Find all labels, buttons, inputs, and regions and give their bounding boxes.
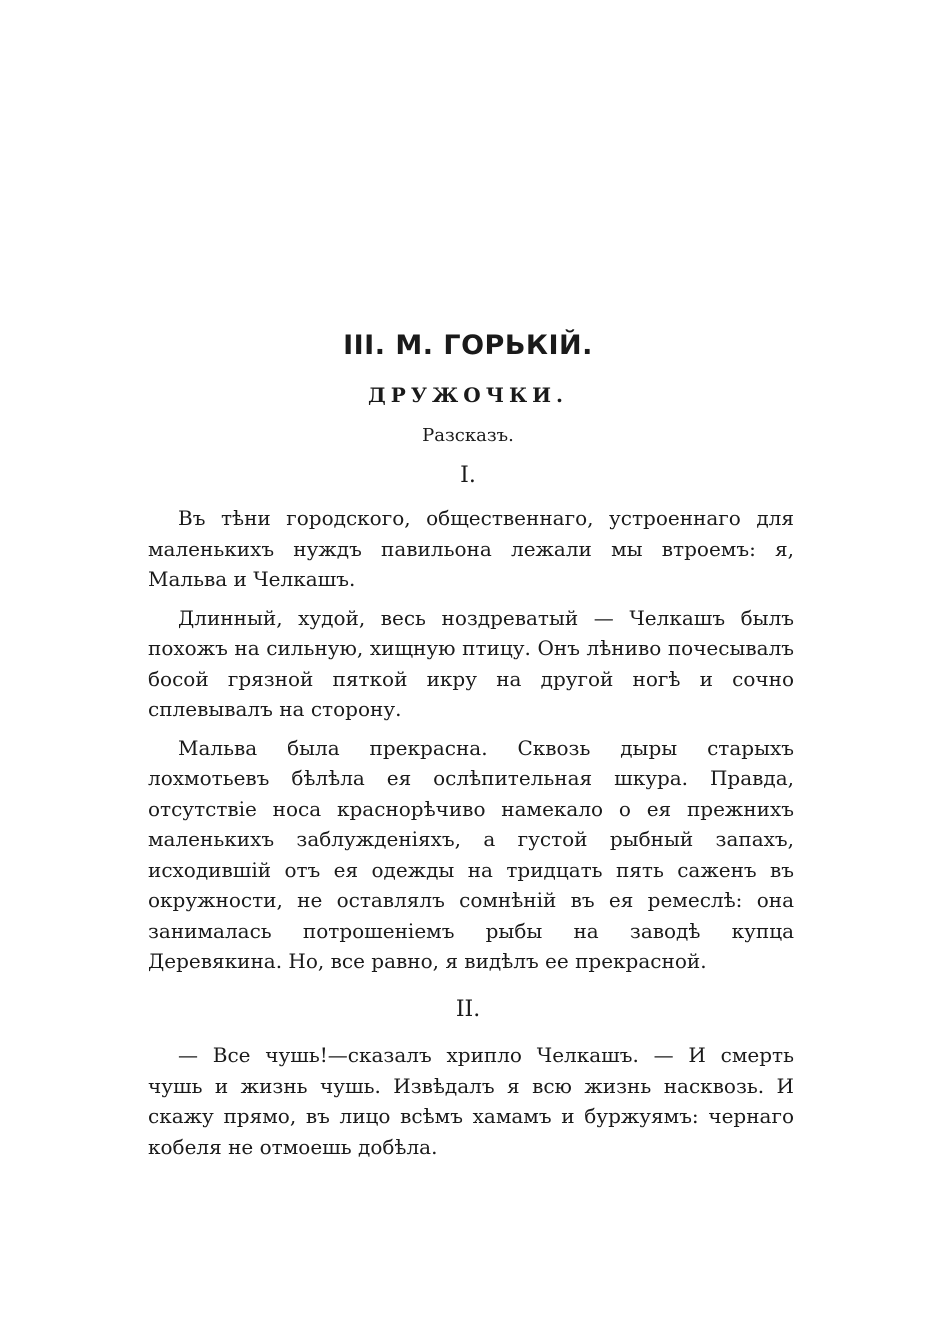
paragraph: Въ тѣни городского, общественнаго, устроеннаго для маленькихъ нуждъ павильона лежали мы втроемъ: я, Мальва и Челкашъ. [148,506,794,591]
paragraph: — Все чушь!—сказалъ хрипло Челкашъ. — И смерть чушь и жизнь чушь. Извѣдалъ я всю жизнь насквозь. И скажу прямо, въ лицо всѣмъ хамамъ и буржуямъ: чернаго кобеля не отмоешь добѣла. [148,1043,794,1159]
section-1-text [148,503,794,977]
paragraph: Длинный, худой, весь ноздреватый — Челкашъ былъ похожъ на сильную, хищную птицу. Онъ лѣниво почесывалъ босой грязной пяткой икру на другой ногѣ и сочно сплевывалъ на сторону. [148,605,794,721]
story-subtitle: Разсказъ. [422,425,514,446]
section-number-1: I. [460,463,476,488]
paragraph: Мальва была прекрасна. Сквозь дыры старыхъ лохмотьевъ бѣлѣла ея ослѣпительная шкура. Правда, отсутствіе носа краснорѣчиво намекало о ея прежнихъ маленькихъ заблужденіяхъ, а густой рыбный запахъ, исходившій отъ ея одежды на тридцать пять саженъ въ окружности, не оставлялъ сомнѣній въ ея ремеслѣ: она занималась потрошеніемъ рыбы на заводѣ купца Деревякина. Но, все равно, я видѣлъ ее прекрасной. [148,735,794,973]
section-2-text [148,1040,794,1162]
story-title: ДРУЖОЧКИ. [367,383,569,407]
author-heading: III. М. ГОРЬКІЙ. [343,330,593,361]
section-number-2: II. [455,997,481,1022]
